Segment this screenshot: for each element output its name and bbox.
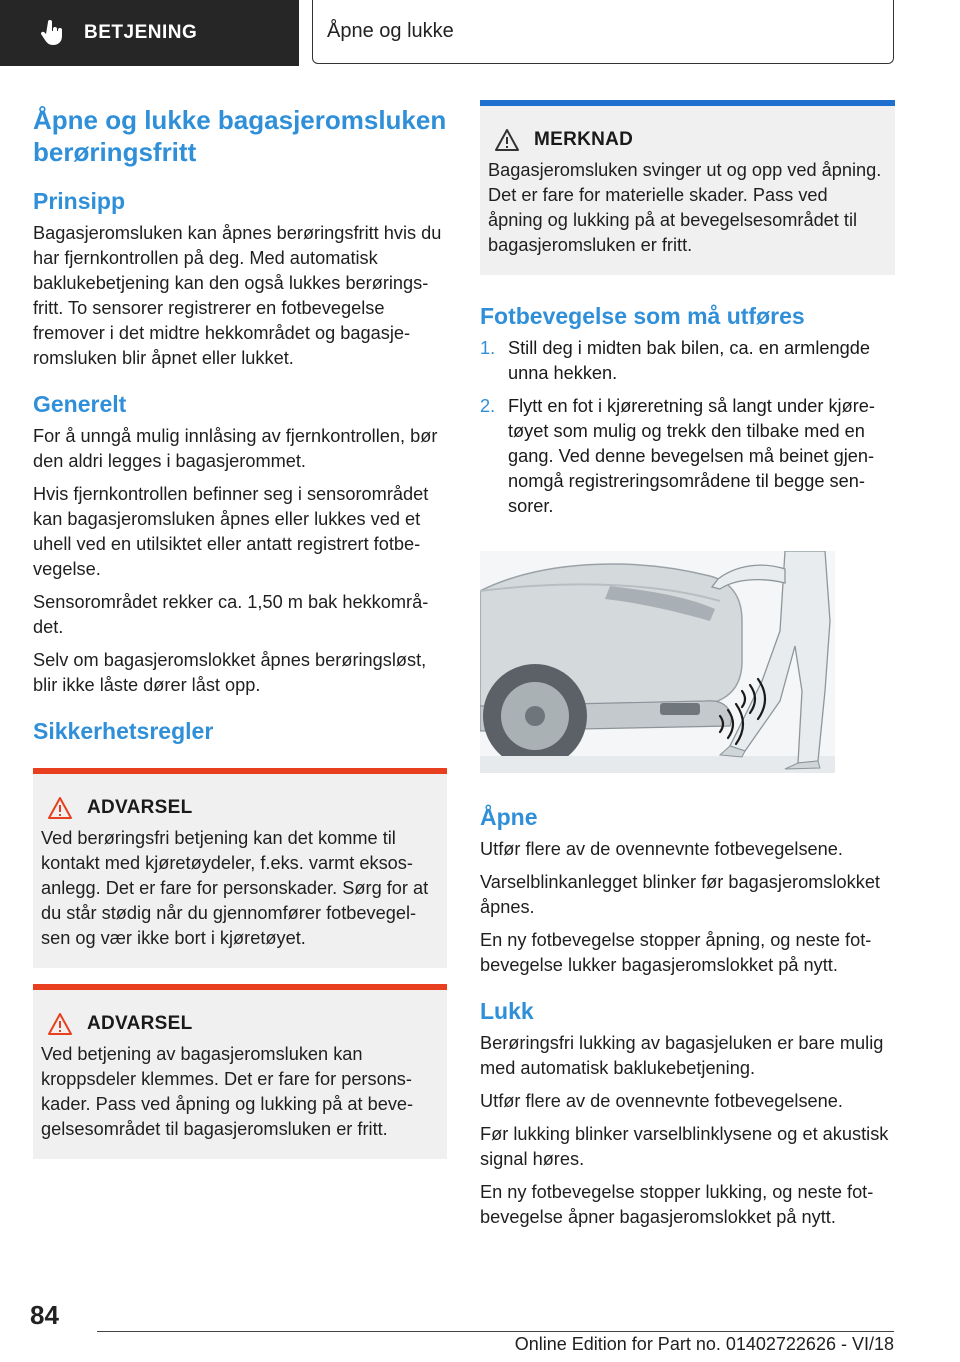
generelt-p3: Sensorområdet rekker ca. 1,50 m bak hekkområdet.: [33, 592, 429, 637]
step-number: 2.: [480, 396, 496, 416]
lukk-p1: Berøringsfri lukking av bagasjeluken er bare mulig med automatisk baklukebetjening.: [480, 1033, 884, 1078]
left-column: [33, 100, 447, 1175]
notice-box: [480, 100, 895, 275]
apne-p3: En ny fotbevegelse stopper åpning, og neste fotbevegelse lukker bagasjeromslokket på nytt.: [480, 930, 872, 975]
warning-box-1: [33, 768, 447, 968]
heading-generelt: Generelt: [33, 391, 127, 417]
heading-prinsipp: Prinsipp: [33, 188, 126, 214]
warning-triangle-icon: [47, 1012, 73, 1036]
apne-p1: Utfør flere av de ovennevnte fotbevegelsene.: [480, 839, 843, 859]
warning-text: Ved betjening av bagasjeromsluken kan kroppsdeler klemmes. Det er fare for personskader. Pass ved åpning og lukking på at bevegelsesområdet til bagasjeromsluken er fritt.: [41, 1044, 414, 1139]
chapter-label: BETJENING: [84, 22, 198, 43]
notice-text: Bagasjeromsluken svinger ut og opp ved åpning. Det er fare for materielle skader. Pass ved åpning og lukking på at bevegelsesområdet til bagasjeromsluken er fritt.: [488, 160, 882, 255]
section-lukk: [480, 996, 895, 1230]
generelt-p1: For å unngå mulig innlåsing av fjernkontrollen, bør den aldri legges i bagasjerommet.: [33, 426, 438, 471]
right-column: [480, 100, 895, 1248]
footer-divider: [97, 1331, 894, 1332]
generelt-p2: Hvis fjernkontrollen befinner seg i sensorområdet kan bagasjeromsluken åpnes eller lukkes ved et uhell ved en utilsiktet eller antatt registrert fotbevegelse.: [33, 484, 429, 579]
warning-triangle-icon: [47, 796, 73, 820]
notice-title: MERKNAD: [534, 129, 634, 150]
notice-triangle-icon: [494, 128, 520, 152]
section-apne: [480, 802, 895, 978]
warning-title: ADVARSEL: [87, 1013, 193, 1034]
lukk-p3: Før lukking blinker varselblinklysene og et akustisk signal høres.: [480, 1124, 889, 1169]
lukk-p2: Utfør flere av de ovennevnte fotbevegelsene.: [480, 1091, 843, 1111]
heading-fotbevegelse: Fotbevegelse som må utføres: [480, 303, 805, 329]
warning-title: ADVARSEL: [87, 797, 193, 818]
section-title: Åpne og lukke: [312, 0, 894, 64]
lukk-p4: En ny fotbevegelse stopper lukking, og neste fotbevegelse åpner bagasjeromslokket på nytt.: [480, 1182, 874, 1227]
page-number: 84: [30, 1300, 59, 1330]
heading-apne: Åpne: [480, 804, 538, 830]
section-generelt: [33, 389, 447, 698]
section-prinsipp: [33, 186, 447, 371]
step-text: Still deg i midten bak bilen, ca. en armlengde unna hekken.: [508, 338, 870, 383]
warning-box-2: [33, 984, 447, 1159]
list-item: [480, 336, 895, 386]
page-title: Åpne og lukke bagasjeromsluken berøringsfritt: [33, 105, 447, 167]
prinsipp-text: Bagasjeromsluken kan åpnes berøringsfritt hvis du har fjernkontrollen på deg. Med automatisk baklukebetjening kan den også lukkes berøringsfritt. To sensorer registrerer en fotbevegelse fremover i det midtre hekkområdet og bagasjeromsluken blir åpnet eller lukket.: [33, 223, 442, 368]
hand-pointer-icon: [38, 19, 66, 47]
heading-sikkerhetsregler: Sikkerhetsregler: [33, 718, 214, 744]
step-number: 1.: [480, 338, 496, 358]
foot-gesture-illustration: [480, 551, 835, 773]
heading-lukk: Lukk: [480, 998, 534, 1024]
apne-p2: Varselblinkanlegget blinker før bagasjeromslokket åpnes.: [480, 872, 880, 917]
step-text: Flytt en fot i kjøreretning så langt under kjøretøyet som mulig og trekk den tilbake med en gang. Ved denne bevegelsen må beinet gjennomgå registreringsområdene til begge sensorer.: [508, 396, 875, 516]
step-list: [480, 336, 895, 519]
list-item: [480, 394, 895, 519]
chapter-tab[interactable]: [0, 0, 299, 66]
edition-text: Online Edition for Part no. 01402722626 - VI/18: [514, 1334, 894, 1354]
generelt-p4: Selv om bagasjeromslokket åpnes berøringsløst, blir ikke låste dører låst opp.: [33, 650, 427, 695]
warning-text: Ved berøringsfri betjening kan det komme til kontakt med kjøretøydeler, f.eks. varmt eksosanlegg. Det er fare for personskader. Sørg for at du står stødig når du gjennomfører fotbevegelsen og vær ikke bort i kjøretøyet.: [41, 828, 429, 948]
